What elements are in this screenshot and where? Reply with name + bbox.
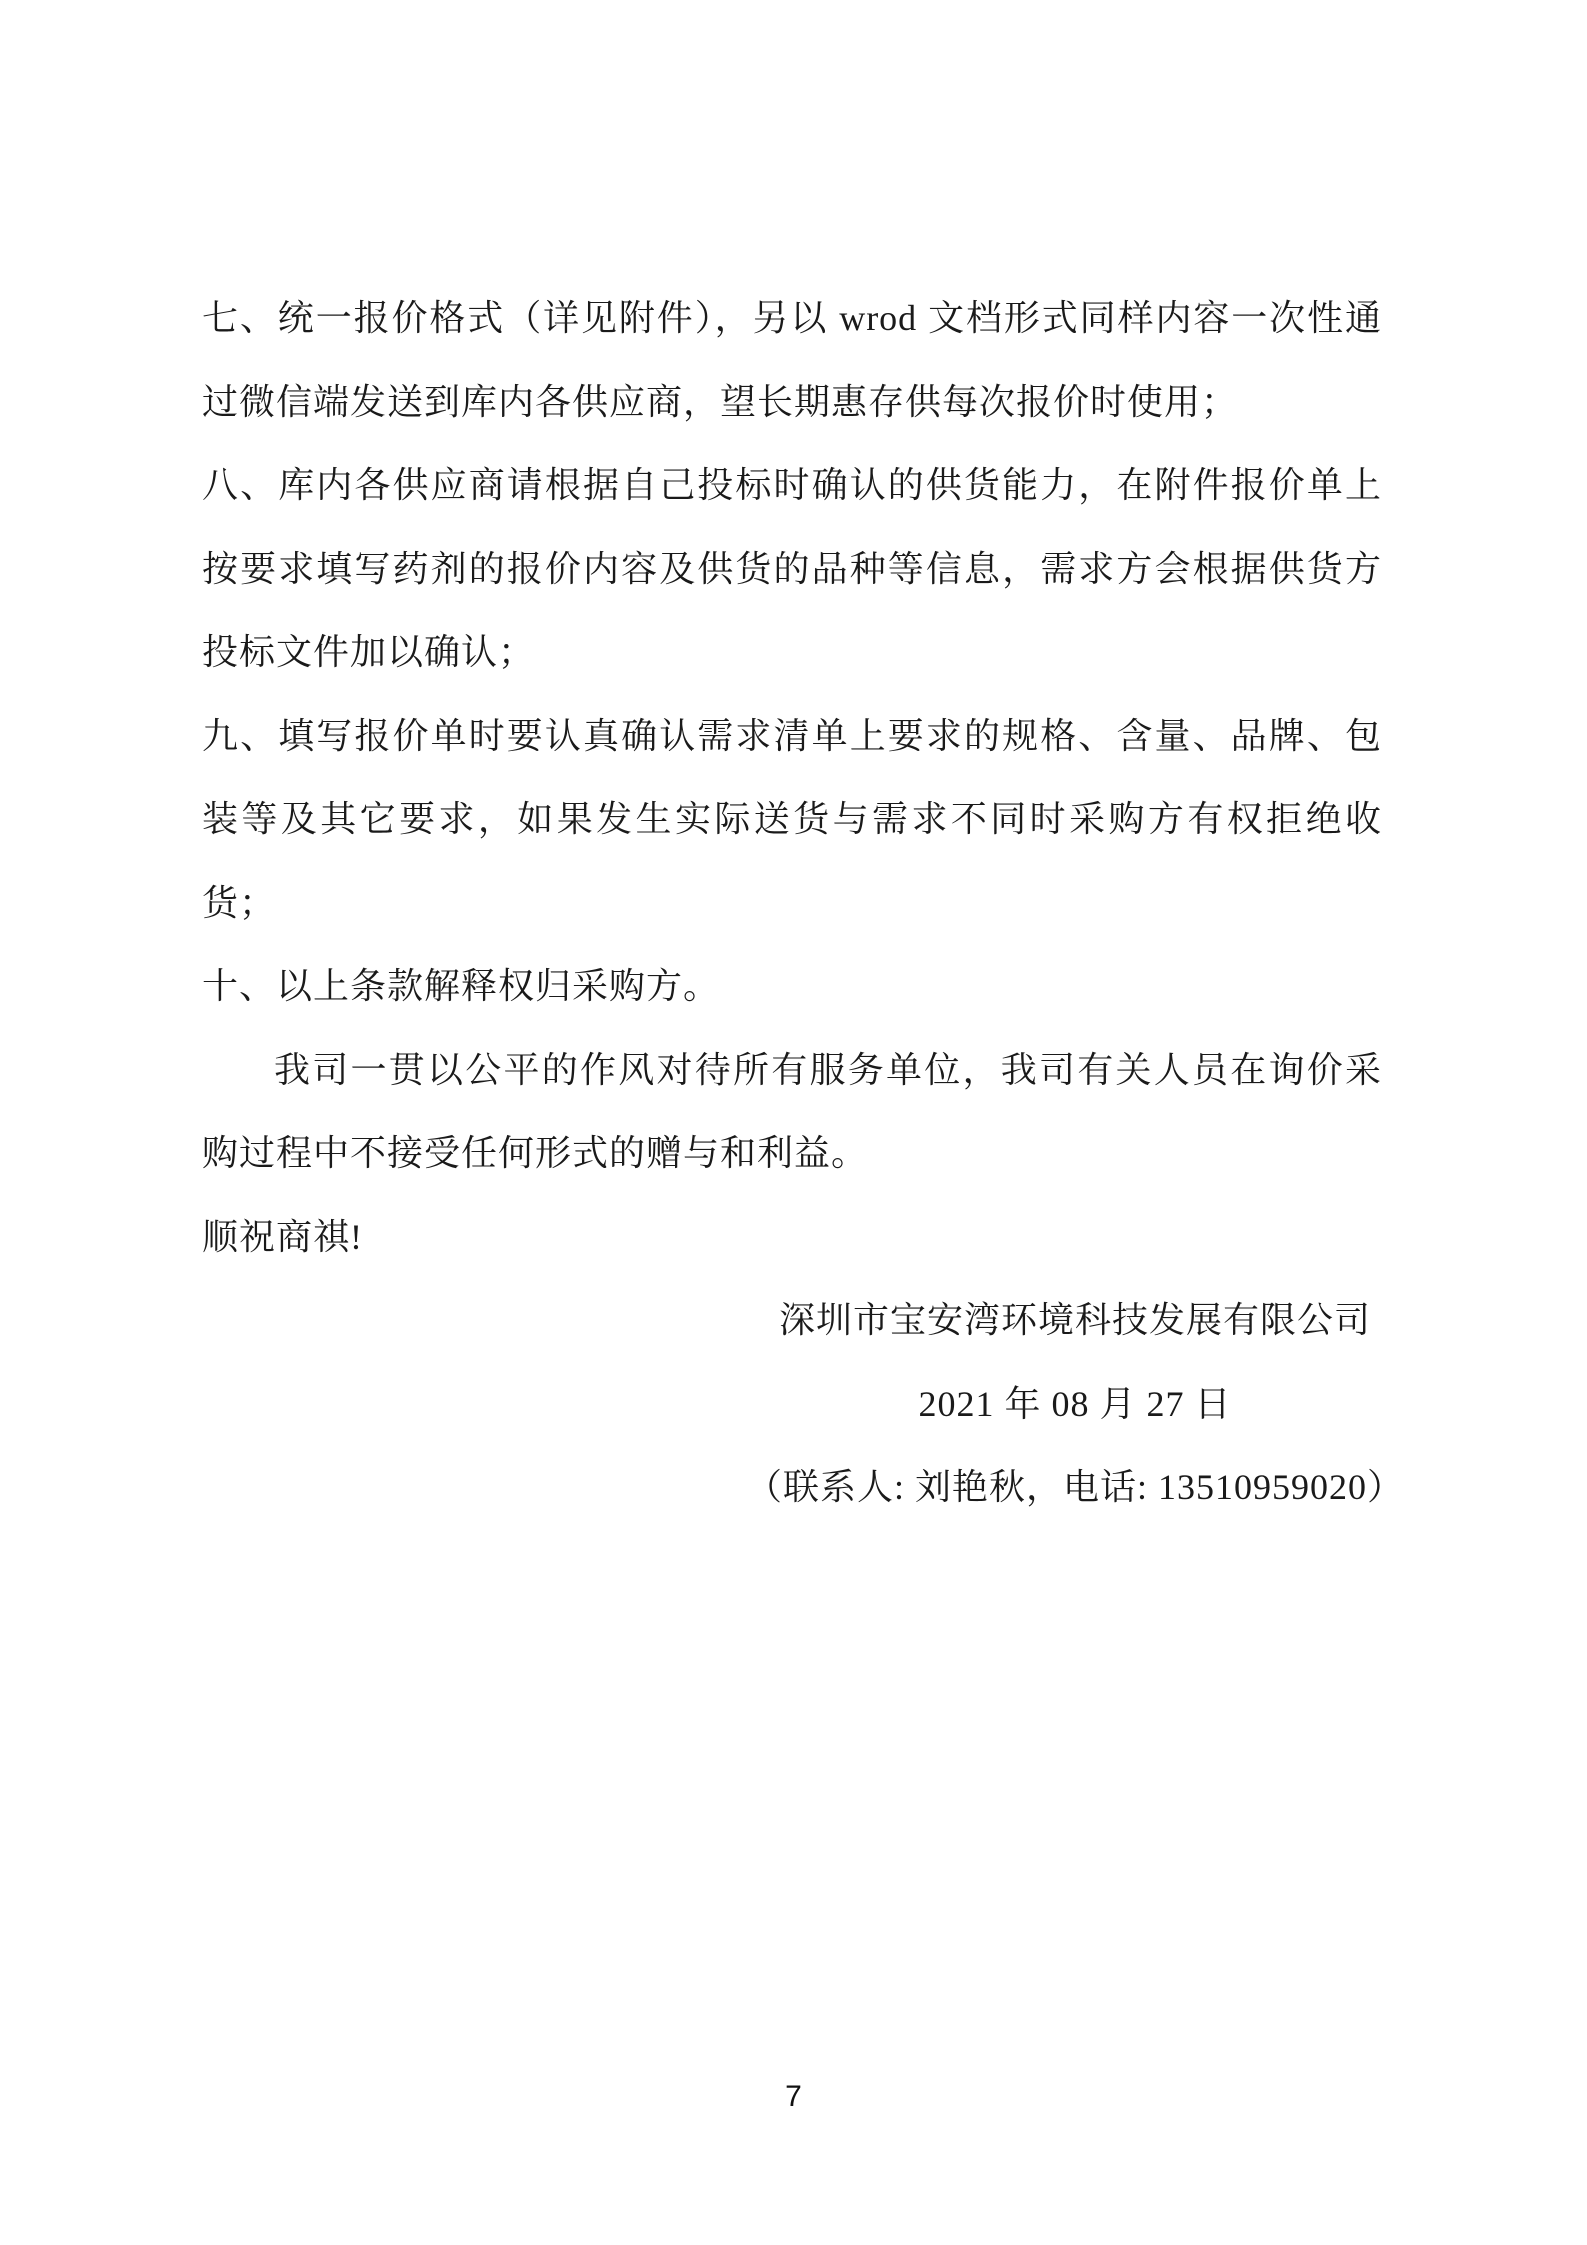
clause-9-paragraph: 九、填写报价单时要认真确认需求清单上要求的规格、含量、品牌、包装等及其它要求，如果发生实际送货与需求不同时采购方有权拒绝收货； xyxy=(202,715,1382,923)
closing-statement-paragraph: 我司一贯以公平的作风对待所有服务单位，我司有关人员在询价采购过程中不接受任何形式的赠与和利益。 xyxy=(202,1049,1382,1173)
salutation-paragraph: 顺祝商祺! xyxy=(202,1216,363,1257)
signature-block xyxy=(725,1279,1425,1530)
company-name: 深圳市宝安湾环境科技发展有限公司 xyxy=(778,1300,1371,1340)
contact-info: （联系人: 刘艳秋，电话: 13510959020） xyxy=(745,1467,1404,1507)
clause-7-paragraph: 七、统一报价格式（详见附件），另以 wrod 文档形式同样内容一次性通过微信端发送到库内各供应商，望长期惠存供每次报价时使用； xyxy=(202,298,1382,422)
signature-date: 2021 年 08 月 27 日 xyxy=(918,1383,1232,1424)
clause-10-paragraph: 十、以上条款解释权归采购方。 xyxy=(202,966,721,1006)
clause-8-paragraph: 八、库内各供应商请根据自己投标时确认的供货能力，在附件报价单上按要求填写药剂的报价内容及供货的品种等信息，需求方会根据供货方投标文件加以确认； xyxy=(202,465,1382,672)
page-number: 7 xyxy=(785,2080,802,2113)
document-body xyxy=(202,277,1404,1530)
